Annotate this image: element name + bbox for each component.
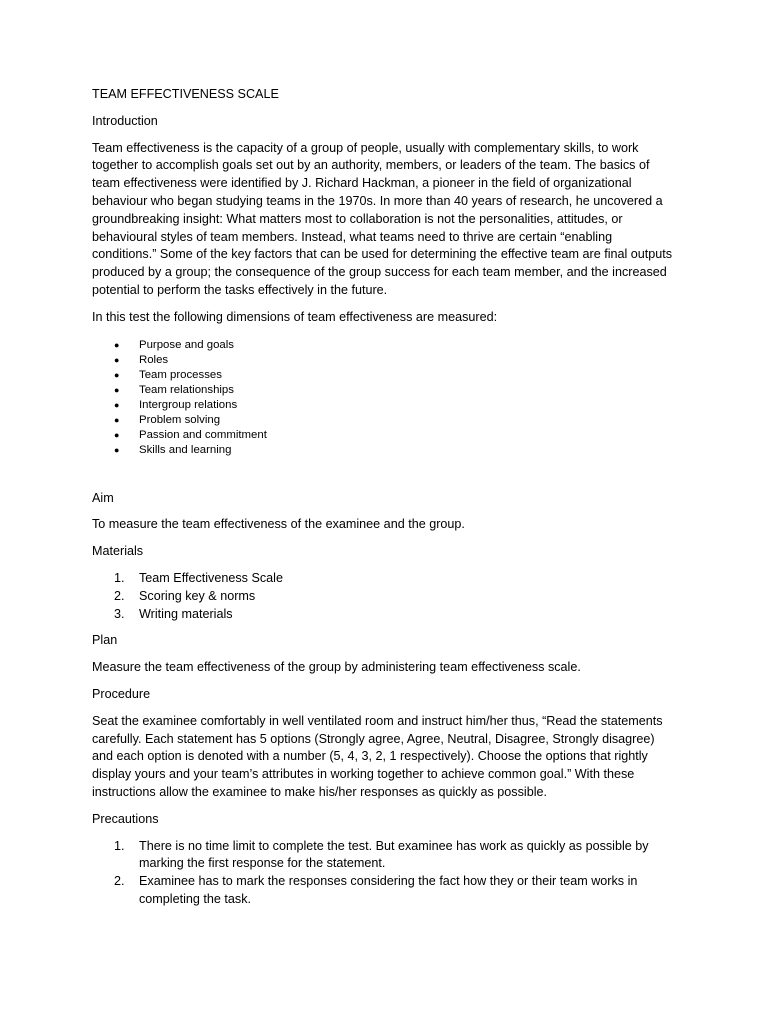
bullet-icon: ● <box>114 384 120 395</box>
dimensions-list <box>92 338 676 458</box>
dimension-label: Team processes <box>139 368 222 381</box>
precaution-text: There is no time limit to complete the test. But examinee has work as quickly as possible by marking the first response for the statement. <box>139 838 649 871</box>
material-label: Writing materials <box>139 606 233 621</box>
dimension-label: Purpose and goals <box>139 338 234 351</box>
precautions-heading: Precautions <box>92 811 159 826</box>
dimension-label: Problem solving <box>139 413 221 426</box>
plan-heading: Plan <box>92 633 118 648</box>
list-item <box>92 368 676 383</box>
introduction-heading: Introduction <box>92 113 158 128</box>
list-item <box>92 443 676 458</box>
list-item <box>92 413 676 428</box>
item-number: 2. <box>114 588 125 603</box>
item-number: 1. <box>114 838 125 853</box>
list-item <box>92 398 676 413</box>
item-number: 3. <box>114 606 125 621</box>
plan-paragraph: Measure the team effectiveness of the group by administering team effectiveness scale. <box>92 660 581 675</box>
introduction-paragraph: Team effectiveness is the capacity of a group of people, usually with complementary skills, to work together to accomplish goals set out by an authority, members, or leaders of the team. The basics of team effectiveness were identified by J. Richard Hackman, a pioneer in the field of organizational behaviour who began studying teams in the 1970s. In more than 40 years of research, he uncovered a groundbreaking insight: What matters most to collaboration is not the personalities, attitudes, or behavioural styles of team members. Instead, what teams need to thrive are certain “enabling conditions.” Some of the key factors that can be used for determining the effective team are final outputs produced by a group; the consequence of the group success for each team member, and the increased potential to perform the tasks effectively in the future. <box>92 140 673 297</box>
bullet-icon: ● <box>114 414 120 425</box>
materials-list <box>92 570 676 623</box>
list-item <box>92 606 676 624</box>
list-item <box>92 873 676 909</box>
material-label: Team Effectiveness Scale <box>139 570 283 585</box>
document-title: TEAM EFFECTIVENESS SCALE <box>92 87 279 101</box>
bullet-icon: ● <box>114 429 120 440</box>
bullet-icon: ● <box>114 444 120 455</box>
procedure-paragraph: Seat the examinee comfortably in well ventilated room and instruct him/her thus, “Read the statements carefully. Each statement has 5 options (Strongly agree, Agree, Neutral, Disagree, Strongly disagree) and each option is denoted with a number (5, 4, 3, 2, 1 respectively). Choose the options that rightly display yours and your team’s attributes in working together to achieve common goal.” With these instructions allow the examinee to make his/her responses as quickly as possible. <box>92 713 663 799</box>
bullet-icon: ● <box>114 354 120 365</box>
list-item <box>92 353 676 368</box>
dimension-label: Roles <box>139 353 169 366</box>
bullet-icon: ● <box>114 399 120 410</box>
aim-heading: Aim <box>92 490 114 505</box>
list-item <box>92 838 676 874</box>
item-number: 2. <box>114 874 125 889</box>
list-item <box>92 588 676 606</box>
list-item <box>92 428 676 443</box>
list-item <box>92 570 676 588</box>
precautions-list <box>92 838 676 909</box>
procedure-heading: Procedure <box>92 686 151 701</box>
document-page <box>92 86 676 909</box>
dimension-label: Passion and commitment <box>139 428 267 441</box>
materials-heading: Materials <box>92 544 144 559</box>
item-number: 1. <box>114 570 125 585</box>
material-label: Scoring key & norms <box>139 588 256 603</box>
list-item <box>92 338 676 353</box>
dimension-label: Skills and learning <box>139 443 232 456</box>
bullet-icon: ● <box>114 339 120 350</box>
dimension-label: Team relationships <box>139 383 234 396</box>
dimensions-intro-text: In this test the following dimensions of team effectiveness are measured: <box>92 309 498 324</box>
bullet-icon: ● <box>114 369 120 380</box>
precaution-text: Examinee has to mark the responses considering the fact how they or their team works in completing the task. <box>139 874 638 906</box>
aim-paragraph: To measure the team effectiveness of the examinee and the group. <box>92 517 465 532</box>
dimension-label: Intergroup relations <box>139 398 238 411</box>
list-item <box>92 383 676 398</box>
